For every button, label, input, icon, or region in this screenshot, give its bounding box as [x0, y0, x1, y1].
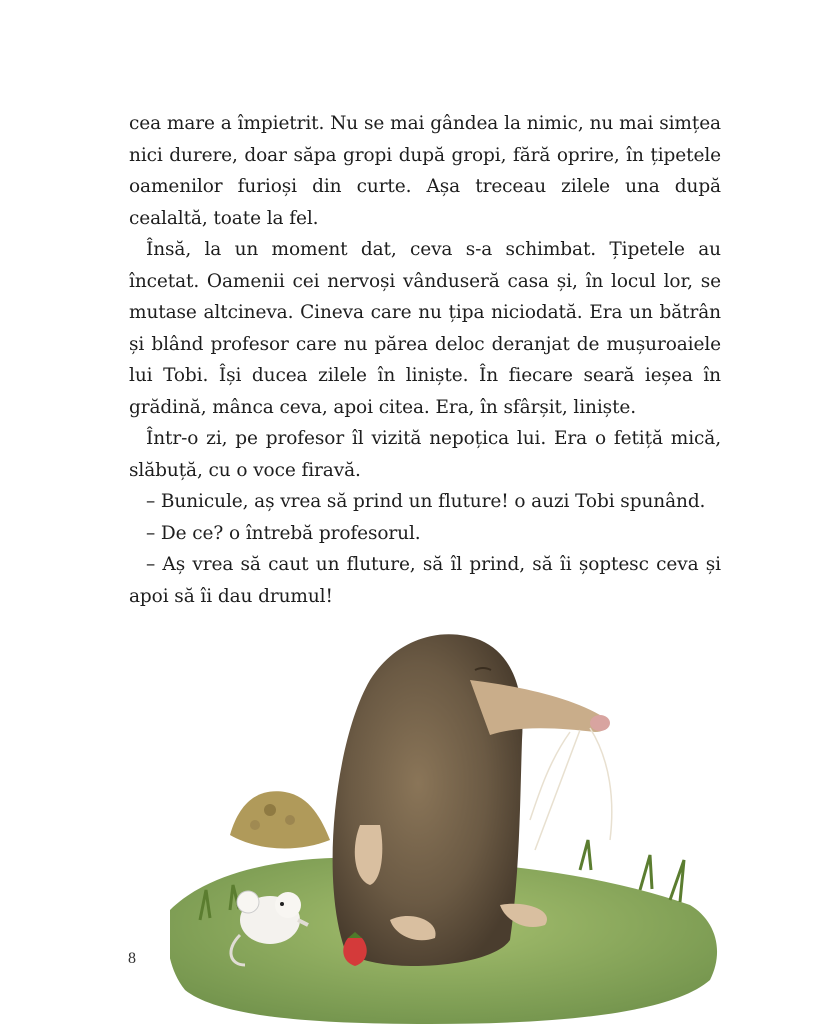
story-text [129, 108, 721, 612]
mole-snout [470, 680, 606, 735]
soil-mound [230, 791, 330, 848]
paragraph-1: cea mare a împietrit. Nu se mai gândea la nimic, nu mai simțea nici durere, doar săpa gropi după gropi, fără oprire, în țipetele oamenilor furioși din curte. Așa treceau zilele una după cealaltă, toate la fel. [129, 113, 721, 229]
dialogue-line-1: – Bunicule, aș vrea să prind un fluture! o auzi Tobi spunând. [146, 491, 706, 512]
dialogue-line-3: – Aș vrea să caut un fluture, să îl prind, să îi șoptesc ceva și apoi să îi dau drumul! [129, 554, 721, 607]
paragraph-3: Într-o zi, pe profesor îl vizită nepoțica lui. Era o fetiță mică, slăbuță, cu o voce firavă. [129, 428, 721, 481]
dialogue-line-2: – De ce? o întrebă profesorul. [146, 522, 421, 544]
paragraph-2: Însă, la un moment dat, ceva s-a schimbat. Țipetele au încetat. Oamenii cei nervoși vânduseră casa și, în locul lor, se mutase altcineva. Cineva care nu țipa niciodată. Era un bătrân și blând profesor care nu părea deloc deranjat de mușuroaiele lui Tobi. Își ducea zilele în liniște. În fiecare seară ieșea în grădină, mânca ceva, apoi citea. Era, în sfârșit, liniște. [129, 239, 721, 418]
page-number: 8 [128, 950, 136, 967]
mole-illustration [170, 620, 730, 1024]
